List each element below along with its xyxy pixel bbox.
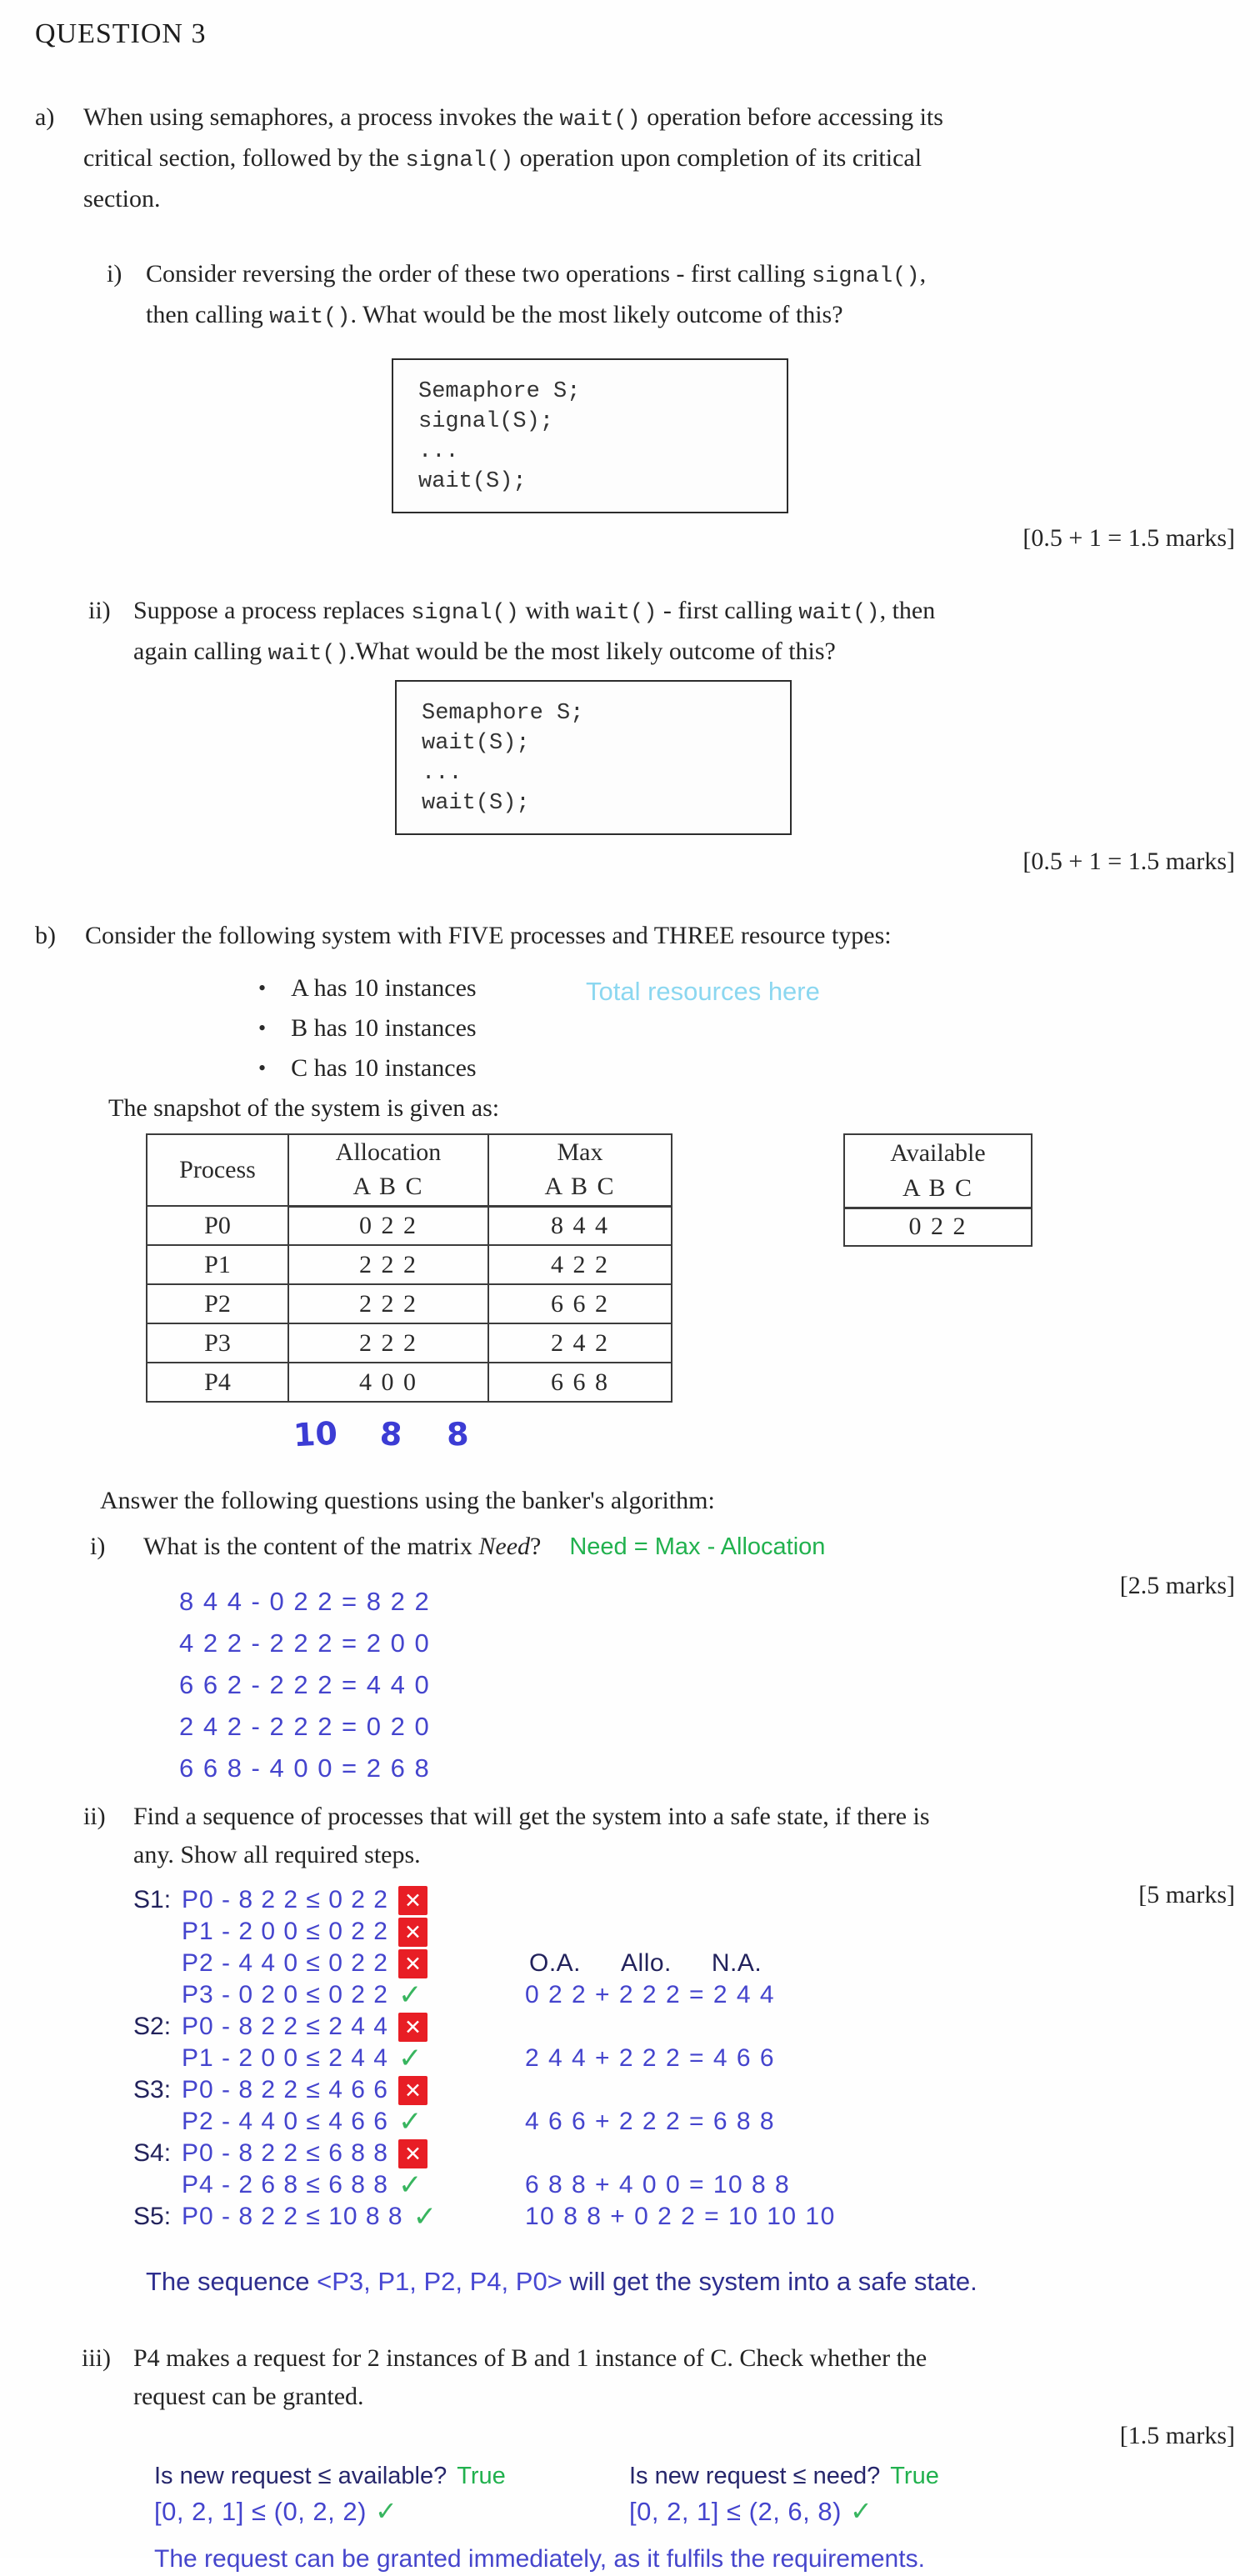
marks-question-iii: [1.5 marks]: [1119, 2422, 1235, 2449]
request-checks: [154, 2459, 1260, 2531]
tables-row: [0, 1133, 1260, 1403]
question-title: QUESTION 3: [35, 18, 207, 49]
question-ii-text: Find a sequence of processes that will get the system into a safe state, if there is any. Show all required steps.: [133, 1803, 930, 1868]
need-calc-p0: 8 4 4 - 0 2 2 = 8 2 2: [179, 1587, 431, 1616]
handwritten-total-c: 8: [446, 1415, 470, 1453]
work-column-headers: [529, 1948, 762, 1979]
marks-question-ii: [5 marks]: [1138, 1881, 1235, 1908]
table-row-p2: P2 2 2 2 6 6 2: [147, 1284, 672, 1323]
pass-icon: ✓: [374, 2495, 398, 2527]
item-i-line1: Consider reversing the order of these two operations - first calling signal(),: [146, 260, 927, 289]
part-a-line1: When using semaphores, a process invokes the wait() operation before accessing its: [83, 103, 943, 133]
available-value: 0 2 2: [844, 1208, 1032, 1246]
allocation-abc-subheader: A B C: [288, 1169, 488, 1206]
fail-icon: ✕: [398, 1949, 428, 1978]
step-prefix: S2:: [133, 2013, 172, 2040]
code-line: ...: [422, 761, 462, 786]
pass-icon: ✓: [398, 2105, 422, 2138]
code-wait: wait(): [576, 601, 658, 626]
marks-item-i: [0.5 + 1 = 1.5 marks]: [1022, 524, 1235, 552]
need-calc-p1: 4 2 2 - 2 2 2 = 2 0 0: [179, 1628, 431, 1658]
code-line: wait(S);: [418, 469, 527, 494]
need-formula-annotation: Need = Max - Allocation: [569, 1533, 826, 1560]
snapshot-caption: The snapshot of the system is given as:: [108, 1094, 500, 1122]
step-row: P2 - 4 4 0 ≤ 4 6 6 ✓ 4 6 6 + 2 2 2 = 6 8 8: [182, 2105, 776, 2138]
work-sum: 6 8 8 + 4 0 0 = 10 8 8: [525, 2171, 791, 2198]
work-sum: 4 6 6 + 2 2 2 = 6 8 8: [525, 2108, 776, 2135]
step-row: S4: P0 - 8 2 2 ≤ 6 8 8 ✕: [133, 2138, 1260, 2169]
step-row: S5: P0 - 8 2 2 ≤ 10 8 8 ✓ 10 8 8 + 0 2 2 = 10 10 10: [133, 2200, 836, 2233]
bullet-icon: •: [258, 1016, 267, 1040]
item-i-text: [146, 255, 926, 337]
table-row-p3: P3 2 2 2 2 4 2: [147, 1323, 672, 1363]
fail-icon: ✕: [398, 2013, 428, 2042]
col-header-max: Max: [488, 1134, 672, 1169]
part-b-intro: [35, 917, 1260, 955]
question-iii-text: P4 makes a request for 2 instances of B and 1 instance of C. Check whether the request can be granted.: [133, 2344, 928, 2410]
code-signal: signal(): [405, 148, 514, 173]
table-row-p1: P1 2 2 2 4 2 2: [147, 1245, 672, 1284]
check-need-column: Is new request ≤ need? True [0, 2, 1] ≤ (2, 6, 8) ✓: [629, 2463, 939, 2527]
header-allo: Allo.: [621, 1949, 672, 1977]
handwritten-totals: [293, 1416, 1260, 1453]
fail-icon: ✕: [398, 2076, 428, 2105]
safe-sequence-conclusion: The sequence <P3, P1, P2, P4, P0> will get the system into a safe state.: [146, 2267, 978, 2296]
header-na: N.A.: [711, 1949, 762, 1977]
safe-state-steps: [133, 1881, 1260, 2233]
fail-icon: ✕: [398, 1886, 428, 1915]
work-sum: 10 8 8 + 0 2 2 = 10 10 10: [525, 2203, 836, 2230]
part-a-paragraph: [35, 98, 1260, 218]
item-ii-line1: Suppose a process replaces signal() with wait() - first calling wait(), then: [133, 597, 936, 626]
work-sum: 0 2 2 + 2 2 2 = 2 4 4: [525, 1981, 776, 2008]
question-ii-label: ii): [83, 1803, 106, 1830]
item-ii-label: ii): [88, 597, 111, 624]
bullet-icon: •: [258, 976, 267, 1000]
code-signal: signal(): [811, 264, 920, 289]
work-sum: 2 4 4 + 2 2 2 = 4 6 6: [525, 2044, 776, 2072]
check-available-answer: True: [457, 2463, 506, 2489]
part-b-intro-text: Consider the following system with FIVE processes and THREE resource types:: [85, 922, 892, 949]
handwritten-total-a: 10: [292, 1414, 339, 1454]
code-line: wait(S);: [422, 791, 530, 816]
answer-intro: Answer the following questions using the banker's algorithm:: [100, 1487, 715, 1514]
item-i-paragraph: [107, 255, 1260, 337]
marks-item-ii: [0.5 + 1 = 1.5 marks]: [1022, 848, 1235, 875]
marks-question-i: [2.5 marks]: [1119, 1572, 1235, 1599]
question-ii: [83, 1798, 1260, 1874]
check-available-column: Is new request ≤ available? True [0, 2, 1] ≤ (0, 2, 2) ✓: [154, 2463, 506, 2527]
bullet-resource-c: • C has 10 instances: [258, 1054, 477, 1082]
handwritten-total-b: 8: [378, 1415, 404, 1453]
item-i-label: i): [107, 260, 122, 288]
code-box-wait-wait: [395, 680, 792, 835]
item-i-line2: then calling wait(). What would be the most likely outcome of this?: [146, 301, 843, 330]
part-b-section: [0, 917, 1260, 2576]
step-prefix: S3:: [133, 2076, 172, 2103]
item-ii-paragraph: [88, 592, 1260, 673]
item-ii-text: [133, 592, 935, 673]
available-header: Available: [844, 1134, 1032, 1171]
step-row: P1 - 2 0 0 ≤ 0 2 2 ✕: [133, 1916, 1260, 1948]
need-calc-p4: 6 6 8 - 4 0 0 = 2 6 8: [179, 1753, 431, 1783]
total-resources-annotation: Total resources here: [586, 977, 820, 1006]
need-calc-p2: 6 6 2 - 2 2 2 = 4 4 0: [179, 1670, 431, 1699]
safe-sequence-value: <P3, P1, P2, P4, P0>: [317, 2267, 562, 2296]
col-header-process: Process: [147, 1134, 288, 1206]
snapshot-table: [146, 1133, 672, 1403]
step-row: S3: P0 - 8 2 2 ≤ 4 6 6 ✕: [133, 2074, 1260, 2106]
part-a-line2: critical section, followed by the signal() operation upon completion of its critical: [83, 144, 922, 173]
need-italic: Need: [478, 1533, 531, 1560]
step-prefix: S5:: [133, 2203, 172, 2230]
step-row: P4 - 2 6 8 ≤ 6 8 8 ✓ 6 8 8 + 4 0 0 = 10 8 8: [182, 2168, 791, 2202]
need-calc-p3: 2 4 2 - 2 2 2 = 0 2 0: [179, 1712, 431, 1741]
request-granted-conclusion: The request can be granted immediately, as it fulfils the requirements.: [154, 2545, 925, 2573]
code-box-signal-wait: [392, 358, 788, 513]
bullet-resource-a: • A has 10 instances: [258, 974, 477, 1002]
part-b-label: b): [35, 922, 56, 949]
code-wait: wait(): [798, 601, 880, 626]
part-a-line3: section.: [83, 185, 161, 213]
question-iii: [82, 2339, 1260, 2416]
code-line: Semaphore S;: [418, 379, 581, 404]
code-signal: signal(): [411, 601, 519, 626]
available-table: [843, 1133, 1032, 1247]
pass-icon: ✓: [412, 2200, 438, 2233]
part-a-label: a): [35, 103, 55, 131]
question-iii-label: iii): [82, 2344, 111, 2372]
step-row: S1: P0 - 8 2 2 ≤ 0 2 2 ✕: [133, 1884, 1260, 1916]
step-prefix: S4:: [133, 2139, 172, 2167]
code-line: Semaphore S;: [422, 701, 584, 726]
step-row: P3 - 0 2 0 ≤ 0 2 2 ✓ 0 2 2 + 2 2 2 = 2 4 4: [182, 1978, 776, 2012]
fail-icon: ✕: [398, 2139, 428, 2168]
question-i-text: What is the content of the matrix Need? Need = Max - Allocation: [143, 1533, 826, 1560]
part-a-text: [83, 98, 943, 218]
bullet-resource-b: • B has 10 instances: [258, 1014, 477, 1042]
pass-icon: ✓: [398, 2042, 422, 2075]
code-line: wait(S);: [422, 731, 530, 756]
header-oa: O.A.: [529, 1949, 582, 1977]
code-line: signal(S);: [418, 409, 554, 434]
step-row: S2: P0 - 8 2 2 ≤ 2 4 4 ✕: [133, 2011, 1260, 2043]
code-wait: wait(): [559, 108, 641, 133]
max-abc-subheader: A B C: [488, 1169, 672, 1206]
bullet-icon: •: [258, 1056, 267, 1080]
pass-icon: ✓: [398, 1978, 422, 2012]
check-need-answer: True: [890, 2463, 939, 2489]
pass-icon: ✓: [849, 2495, 873, 2527]
question-i: [90, 1528, 1260, 1566]
table-row-p4: P4 4 0 0 6 6 8: [147, 1363, 672, 1402]
step-prefix: S1:: [133, 1886, 172, 1913]
col-header-allocation: Allocation: [288, 1134, 488, 1169]
code-wait: wait(): [269, 305, 351, 330]
question-i-label: i): [90, 1533, 106, 1560]
code-line: ...: [418, 439, 459, 464]
step-row: P2 - 4 4 0 ≤ 0 2 2 ✕ O.A. Allo. N.A.: [133, 1948, 1260, 1979]
step-row: P1 - 2 0 0 ≤ 2 4 4 ✓ 2 4 4 + 2 2 2 = 4 6 6: [182, 2042, 776, 2075]
pass-icon: ✓: [398, 2168, 422, 2202]
code-wait: wait(): [268, 642, 349, 667]
available-abc-subheader: A B C: [844, 1171, 1032, 1208]
item-ii-line2: again calling wait().What would be the most likely outcome of this?: [133, 638, 836, 667]
fail-icon: ✕: [398, 1918, 428, 1947]
need-matrix-calculations: [179, 1581, 1260, 1789]
table-row-p0: P0 0 2 2 8 4 4: [147, 1206, 672, 1245]
